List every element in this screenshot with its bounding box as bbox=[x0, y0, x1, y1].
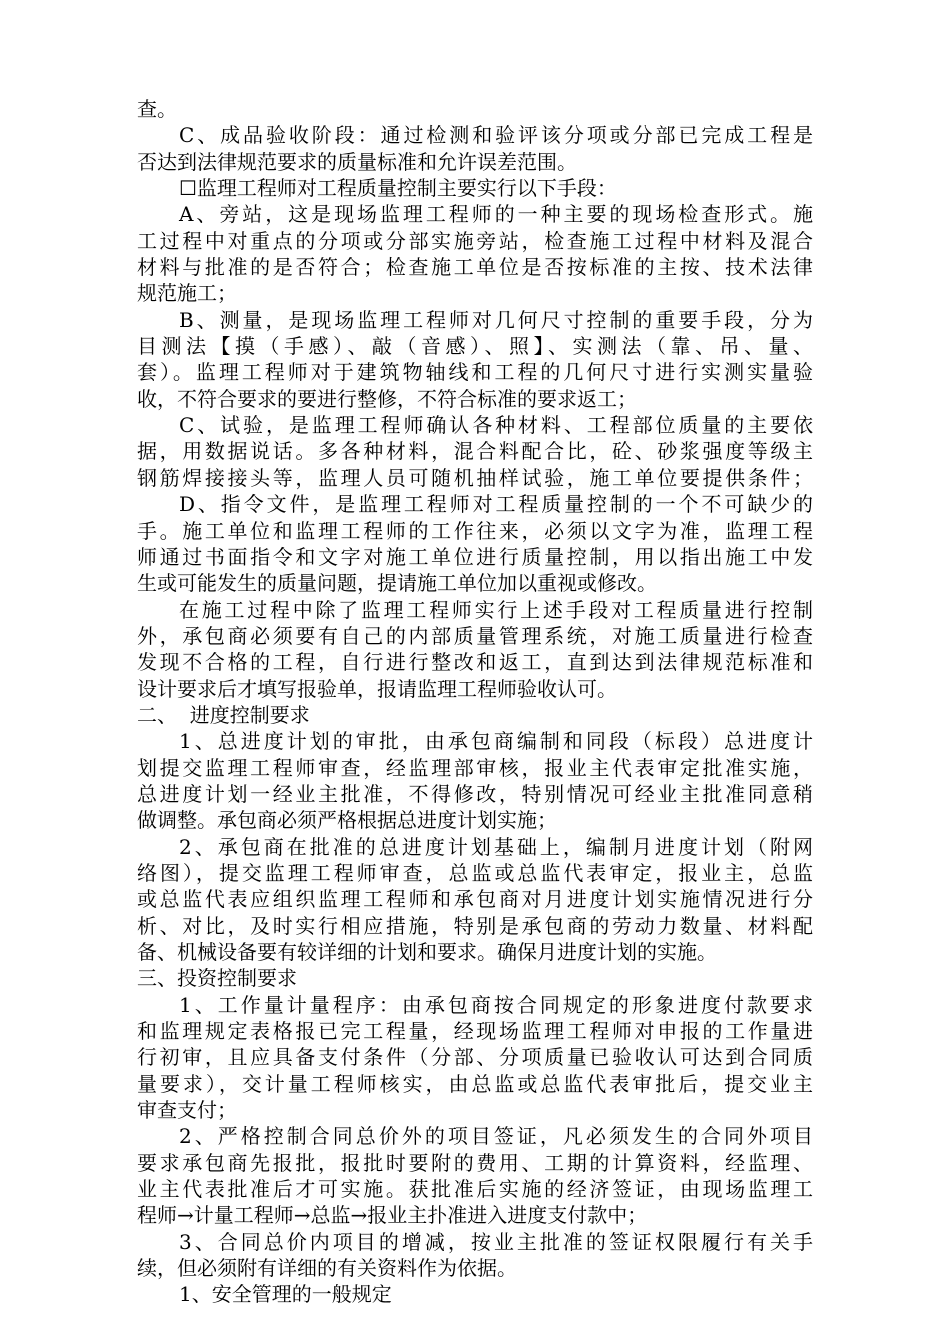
text-line: 1、安全管理的一般规定 bbox=[179, 1282, 392, 1307]
text-line: 钢筋焊接接头等，监理人员可随机抽样试验，施工单位要提供条件； bbox=[137, 465, 813, 490]
text-line: ☐监理工程师对工程质量控制主要实行以下手段： bbox=[179, 176, 617, 201]
text-line: 程师→计量工程师→总监→报业主扑准进入进度支付款中； bbox=[137, 1203, 648, 1228]
text-line: 师通过书面指令和文字对施工单位进行质量控制，用以指出施工中发 bbox=[137, 544, 813, 569]
text-line: 规范施工； bbox=[137, 281, 237, 306]
text-line: 和监理规定表格报已完工程量，经现场监理工程师对申报的工作量进 bbox=[137, 1019, 813, 1044]
text-line: 析、对比，及时实行相应措施，特别是承包商的劳动力数量、材料配 bbox=[137, 913, 813, 938]
text-line: 2、承包商在批准的总进度计划基础上，编制月进度计划（附网 bbox=[179, 834, 813, 859]
text-line: 业主代表批准后才可实施。获批准后实施的经济签证，由现场监理工 bbox=[137, 1177, 813, 1202]
text-line: 划提交监理工程师审查，经监理部审核，报业主代表审定批准实施， bbox=[137, 755, 813, 780]
text-line: 据，用数据说话。多各种材料，混合料配合比，砼、砂浆强度等级主 bbox=[137, 439, 813, 464]
text-line: 否达到法律规范要求的质量标准和允许误差范围。 bbox=[137, 149, 577, 174]
text-line: 要求承包商先报批，报批时要附的费用、工期的计算资料，经监理、 bbox=[137, 1150, 813, 1175]
text-line: 外，承包商必须要有自己的内部质量管理系统，对施工质量进行检查 bbox=[137, 623, 813, 648]
text-line: B、测量，是现场监理工程师对几何尺寸控制的重要手段，分为 bbox=[179, 307, 813, 332]
text-line: 收，不符合要求的要进行整修，不符合标准的要求返工； bbox=[137, 386, 637, 411]
text-line: 查。 bbox=[137, 97, 177, 121]
text-line: 1、工作量计量程序：由承包商按合同规定的形象进度付款要求 bbox=[179, 992, 813, 1017]
section-heading: 二、 进度控制要求 bbox=[137, 702, 310, 727]
text-line: 工过程中对重点的分项或分部实施旁站，检查施工过程中材料及混合 bbox=[137, 228, 813, 253]
text-line: 审查支付； bbox=[137, 1098, 237, 1123]
text-line: C、成品验收阶段：通过检测和验评该分项或分部已完成工程是 bbox=[179, 123, 813, 148]
text-line: 设计要求后才填写报验单，报请监理工程师验收认可。 bbox=[137, 676, 617, 701]
text-line: C、试验，是监理工程师确认各种材料、工程部位质量的主要依 bbox=[179, 413, 813, 438]
text-line: 量要求），交计量工程师核实，由总监或总监代表审批后，提交业主 bbox=[137, 1071, 813, 1096]
text-line: 材料与批准的是否符合；检查施工单位是否按标准的主按、技术法律 bbox=[137, 255, 813, 280]
text-line: 套）。监理工程师对于建筑物轴线和工程的几何尺寸进行实测实量验 bbox=[137, 360, 813, 385]
text-line: 发现不合格的工程，自行进行整改和返工，直到达到法律规范标准和 bbox=[137, 650, 813, 675]
text-line: 生或可能发生的质量问题，提请施工单位加以重视或修改。 bbox=[137, 571, 657, 596]
text-line: 目测法【摸（手感）、敲（音感）、照】、实测法（靠、吊、量、 bbox=[137, 334, 813, 359]
text-line: 2、严格控制合同总价外的项目签证，凡必须发生的合同外项目 bbox=[179, 1124, 813, 1149]
text-line: 续，但必须附有详细的有关资料作为依据。 bbox=[137, 1256, 517, 1281]
text-line: 行初审，且应具备支付条件（分部、分项质量已验收认可达到合同质 bbox=[137, 1045, 813, 1070]
text-line: 备、机械设备要有较详细的计划和要求。确保月进度计划的实施。 bbox=[137, 940, 717, 964]
text-line: D、指令文件，是监理工程师对工程质量控制的一个不可缺少的 bbox=[179, 492, 813, 517]
text-line: 总进度计划一经业主批准，不得修改，特别情况可经业主批准同意稍 bbox=[137, 781, 813, 806]
text-line: 在施工过程中除了监理工程师实行上述手段对工程质量进行控制 bbox=[179, 597, 813, 622]
text-line: 络图），提交监理工程师审查，总监或总监代表审定，报业主，总监 bbox=[137, 860, 813, 885]
text-line: 做调整。承包商必须严格根据总进度计划实施； bbox=[137, 808, 557, 833]
text-line: 或总监代表应组织监理工程师和承包商对月进度计划实施情况进行分 bbox=[137, 887, 813, 912]
text-line: 手。施工单位和监理工程师的工作往来，必须以文字为准，监理工程 bbox=[137, 518, 813, 543]
text-line: A、旁站，这是现场监理工程师的一种主要的现场检查形式。施 bbox=[179, 202, 813, 227]
section-heading: 三、投资控制要求 bbox=[137, 966, 297, 991]
document-body bbox=[137, 96, 813, 1308]
text-line: 1、总进度计划的审批，由承包商编制和同段（标段）总进度计 bbox=[179, 729, 813, 754]
text-line: 3、合同总价内项目的增减，按业主批准的签证权限履行有关手 bbox=[179, 1229, 813, 1254]
